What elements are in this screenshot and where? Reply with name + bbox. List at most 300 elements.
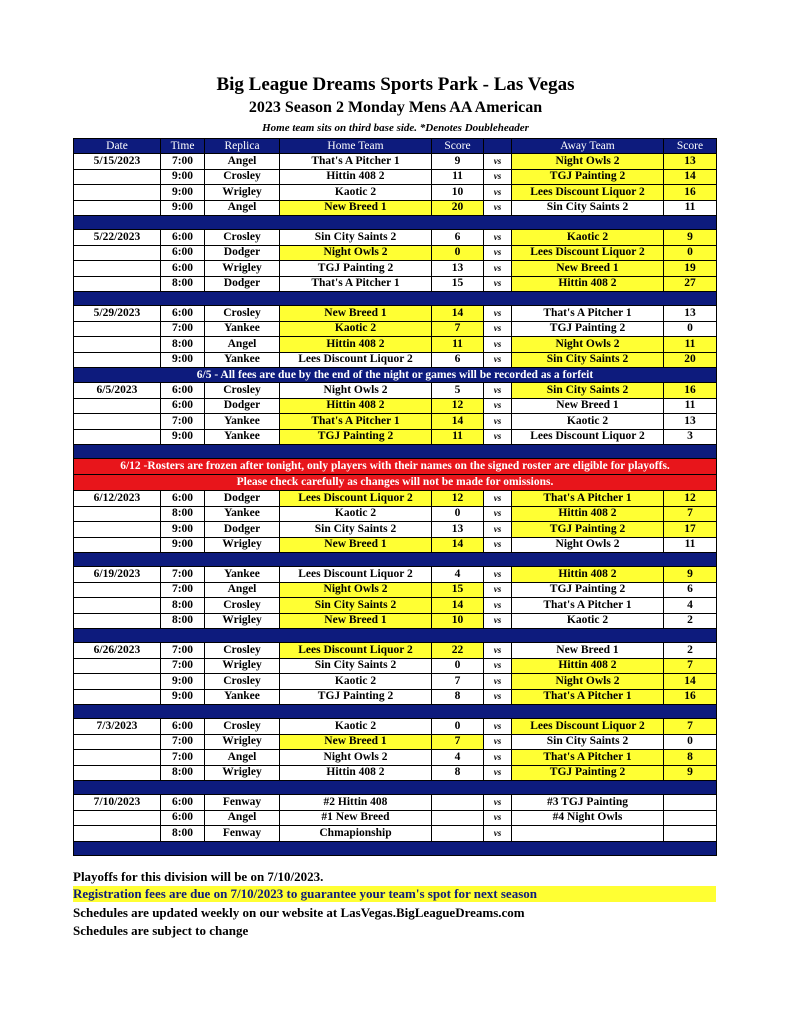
away-team: Hittin 408 2 — [512, 658, 664, 674]
game-time: 8:00 — [161, 598, 205, 614]
game-time: 7:00 — [161, 582, 205, 598]
game-field: Wrigley — [205, 613, 280, 629]
col-header-away-score: Score — [664, 139, 717, 154]
away-team: Night Owls 2 — [512, 537, 664, 553]
game-date — [74, 810, 161, 826]
game-field: Angel — [205, 154, 280, 170]
home-score: 11 — [432, 429, 484, 445]
game-date — [74, 674, 161, 690]
home-score: 22 — [432, 643, 484, 659]
home-team: That's A Pitcher 1 — [280, 414, 432, 430]
game-time: 6:00 — [161, 261, 205, 277]
away-score: 0 — [664, 245, 717, 261]
game-time: 9:00 — [161, 352, 205, 368]
away-score: 8 — [664, 750, 717, 766]
vs-label: vs — [484, 734, 512, 750]
vs-label: vs — [484, 185, 512, 201]
game-date: 5/15/2023 — [74, 154, 161, 170]
game-date — [74, 613, 161, 629]
game-date — [74, 537, 161, 553]
away-team: Kaotic 2 — [512, 613, 664, 629]
col-header-home-team: Home Team — [280, 139, 432, 154]
vs-label: vs — [484, 643, 512, 659]
game-field: Wrigley — [205, 537, 280, 553]
away-team: Night Owls 2 — [512, 674, 664, 690]
table-row — [74, 750, 717, 766]
col-header-home-score: Score — [432, 139, 484, 154]
game-date: 5/29/2023 — [74, 306, 161, 322]
game-field: Yankee — [205, 352, 280, 368]
away-score: 14 — [664, 169, 717, 185]
table-row — [74, 383, 717, 399]
game-field: Crosley — [205, 169, 280, 185]
table-header-row — [74, 139, 717, 154]
vs-label: vs — [484, 674, 512, 690]
away-team: New Breed 1 — [512, 643, 664, 659]
game-time: 6:00 — [161, 230, 205, 246]
week-separator — [74, 841, 717, 855]
fees-notice: 6/5 - All fees are due by the end of the night or games will be recorded as a forfeit — [74, 368, 717, 383]
vs-label: vs — [484, 567, 512, 583]
vs-label: vs — [484, 537, 512, 553]
separator-bar — [74, 445, 717, 459]
game-field: Yankee — [205, 689, 280, 705]
vs-label: vs — [484, 689, 512, 705]
page-title: Big League Dreams Sports Park - Las Vegas — [216, 74, 575, 95]
home-score: 11 — [432, 169, 484, 185]
home-score: 7 — [432, 321, 484, 337]
vs-label: vs — [484, 613, 512, 629]
col-header-away-team: Away Team — [512, 139, 664, 154]
table-row — [74, 506, 717, 522]
away-score: 16 — [664, 689, 717, 705]
home-team: #1 New Breed — [280, 810, 432, 826]
table-row — [74, 719, 717, 735]
vs-label: vs — [484, 491, 512, 507]
home-score: 14 — [432, 414, 484, 430]
away-score: 0 — [664, 734, 717, 750]
game-date — [74, 734, 161, 750]
home-team: Hittin 408 2 — [280, 337, 432, 353]
separator-bar — [74, 781, 717, 795]
vs-label: vs — [484, 306, 512, 322]
home-score: 14 — [432, 306, 484, 322]
vs-label: vs — [484, 337, 512, 353]
home-score: 10 — [432, 185, 484, 201]
game-date — [74, 337, 161, 353]
table-row — [74, 795, 717, 811]
away-team — [512, 826, 664, 842]
game-date — [74, 506, 161, 522]
away-score: 11 — [664, 337, 717, 353]
away-team: Hittin 408 2 — [512, 506, 664, 522]
home-score: 6 — [432, 352, 484, 368]
vs-label: vs — [484, 522, 512, 538]
game-date: 6/12/2023 — [74, 491, 161, 507]
home-score: 0 — [432, 658, 484, 674]
table-row — [74, 643, 717, 659]
game-field: Yankee — [205, 414, 280, 430]
home-score: 14 — [432, 598, 484, 614]
table-row — [74, 826, 717, 842]
away-team: TGJ Painting 2 — [512, 522, 664, 538]
week-separator — [74, 445, 717, 459]
game-date: 6/19/2023 — [74, 567, 161, 583]
home-team: Night Owls 2 — [280, 750, 432, 766]
game-time: 8:00 — [161, 765, 205, 781]
col-header-vs — [484, 139, 512, 154]
game-date — [74, 398, 161, 414]
away-score: 14 — [664, 674, 717, 690]
table-row — [74, 491, 717, 507]
game-date — [74, 321, 161, 337]
away-score: 13 — [664, 154, 717, 170]
home-team: Lees Discount Liquor 2 — [280, 643, 432, 659]
game-date — [74, 582, 161, 598]
vs-label: vs — [484, 352, 512, 368]
away-score: 9 — [664, 567, 717, 583]
home-team: Night Owls 2 — [280, 245, 432, 261]
away-score: 7 — [664, 719, 717, 735]
game-time: 7:00 — [161, 750, 205, 766]
home-team: #2 Hittin 408 — [280, 795, 432, 811]
away-score: 11 — [664, 537, 717, 553]
away-team: TGJ Painting 2 — [512, 765, 664, 781]
roster-notice-row — [74, 475, 717, 491]
vs-label: vs — [484, 200, 512, 216]
away-team: New Breed 1 — [512, 261, 664, 277]
away-score: 16 — [664, 383, 717, 399]
game-field: Dodger — [205, 522, 280, 538]
vs-label: vs — [484, 506, 512, 522]
vs-label: vs — [484, 582, 512, 598]
table-row — [74, 810, 717, 826]
table-row — [74, 765, 717, 781]
game-date — [74, 429, 161, 445]
home-team: Sin City Saints 2 — [280, 230, 432, 246]
home-team: New Breed 1 — [280, 734, 432, 750]
vs-label: vs — [484, 261, 512, 277]
away-score: 27 — [664, 276, 717, 292]
league-subtitle: 2023 Season 2 Monday Mens AA American — [248, 99, 543, 116]
home-score: 4 — [432, 750, 484, 766]
away-team: That's A Pitcher 1 — [512, 598, 664, 614]
game-time: 9:00 — [161, 169, 205, 185]
game-time: 9:00 — [161, 185, 205, 201]
away-score: 9 — [664, 765, 717, 781]
game-time: 7:00 — [161, 734, 205, 750]
vs-label: vs — [484, 795, 512, 811]
away-team: That's A Pitcher 1 — [512, 750, 664, 766]
away-team: Sin City Saints 2 — [512, 352, 664, 368]
vs-label: vs — [484, 429, 512, 445]
home-score: 9 — [432, 154, 484, 170]
separator-bar — [74, 292, 717, 306]
game-date: 7/3/2023 — [74, 719, 161, 735]
game-field: Yankee — [205, 567, 280, 583]
home-team: That's A Pitcher 1 — [280, 276, 432, 292]
game-time: 6:00 — [161, 383, 205, 399]
home-score: 7 — [432, 734, 484, 750]
home-team: Lees Discount Liquor 2 — [280, 567, 432, 583]
table-row — [74, 200, 717, 216]
away-score: 12 — [664, 491, 717, 507]
game-time: 7:00 — [161, 321, 205, 337]
playoffs-note: Playoffs for this division will be on 7/10/2023. — [73, 869, 324, 884]
home-score: 12 — [432, 491, 484, 507]
game-date — [74, 169, 161, 185]
home-team: That's A Pitcher 1 — [280, 154, 432, 170]
game-date — [74, 750, 161, 766]
table-row — [74, 598, 717, 614]
game-field: Wrigley — [205, 658, 280, 674]
home-score: 13 — [432, 522, 484, 538]
home-score: 5 — [432, 383, 484, 399]
home-team: Night Owls 2 — [280, 582, 432, 598]
roster-notice-line: 6/12 -Rosters are frozen after tonight, only players with their names on the signed roster are eligible for playoffs. — [74, 459, 717, 475]
game-field: Yankee — [205, 321, 280, 337]
away-team: Lees Discount Liquor 2 — [512, 719, 664, 735]
away-team: #3 TGJ Painting — [512, 795, 664, 811]
col-header-replica: Replica — [205, 139, 280, 154]
table-row — [74, 337, 717, 353]
vs-label: vs — [484, 765, 512, 781]
table-row — [74, 522, 717, 538]
game-date — [74, 598, 161, 614]
fees-notice-row — [74, 368, 717, 383]
game-time: 8:00 — [161, 506, 205, 522]
home-team: Hittin 408 2 — [280, 765, 432, 781]
home-score: 14 — [432, 537, 484, 553]
table-row — [74, 185, 717, 201]
away-score: 6 — [664, 582, 717, 598]
game-time: 6:00 — [161, 795, 205, 811]
game-field: Dodger — [205, 491, 280, 507]
game-date — [74, 261, 161, 277]
away-score: 13 — [664, 306, 717, 322]
away-score: 2 — [664, 613, 717, 629]
table-row — [74, 169, 717, 185]
home-team: Lees Discount Liquor 2 — [280, 491, 432, 507]
vs-label: vs — [484, 414, 512, 430]
table-row — [74, 658, 717, 674]
schedule-body — [74, 154, 717, 856]
home-score: 7 — [432, 674, 484, 690]
table-row — [74, 429, 717, 445]
away-team: Lees Discount Liquor 2 — [512, 245, 664, 261]
vs-label: vs — [484, 245, 512, 261]
home-team: Kaotic 2 — [280, 185, 432, 201]
week-separator — [74, 781, 717, 795]
game-date: 6/26/2023 — [74, 643, 161, 659]
game-time: 6:00 — [161, 245, 205, 261]
home-team: Night Owls 2 — [280, 383, 432, 399]
away-score — [664, 826, 717, 842]
game-time: 6:00 — [161, 719, 205, 735]
game-field: Dodger — [205, 398, 280, 414]
roster-notice-row — [74, 459, 717, 475]
home-team: Kaotic 2 — [280, 506, 432, 522]
home-score: 12 — [432, 398, 484, 414]
home-score — [432, 795, 484, 811]
game-time: 8:00 — [161, 276, 205, 292]
game-time: 6:00 — [161, 398, 205, 414]
separator-bar — [74, 705, 717, 719]
game-date — [74, 185, 161, 201]
game-time: 9:00 — [161, 537, 205, 553]
vs-label: vs — [484, 658, 512, 674]
home-team: Kaotic 2 — [280, 674, 432, 690]
week-separator — [74, 553, 717, 567]
vs-label: vs — [484, 383, 512, 399]
home-score: 20 — [432, 200, 484, 216]
home-team: Chmapionship — [280, 826, 432, 842]
vs-label: vs — [484, 598, 512, 614]
away-team: TGJ Painting 2 — [512, 169, 664, 185]
away-score: 20 — [664, 352, 717, 368]
away-team: That's A Pitcher 1 — [512, 306, 664, 322]
game-field: Crosley — [205, 598, 280, 614]
game-date — [74, 200, 161, 216]
table-row — [74, 230, 717, 246]
table-row — [74, 674, 717, 690]
home-score — [432, 826, 484, 842]
game-date — [74, 352, 161, 368]
game-field: Fenway — [205, 795, 280, 811]
table-row — [74, 582, 717, 598]
away-team: Lees Discount Liquor 2 — [512, 185, 664, 201]
game-time: 6:00 — [161, 491, 205, 507]
home-team: New Breed 1 — [280, 537, 432, 553]
vs-label: vs — [484, 750, 512, 766]
home-team: Kaotic 2 — [280, 719, 432, 735]
game-field: Crosley — [205, 306, 280, 322]
game-time: 9:00 — [161, 429, 205, 445]
table-row — [74, 734, 717, 750]
game-time: 7:00 — [161, 414, 205, 430]
away-team: Hittin 408 2 — [512, 567, 664, 583]
away-score: 0 — [664, 321, 717, 337]
game-field: Wrigley — [205, 261, 280, 277]
away-score: 9 — [664, 230, 717, 246]
away-team: TGJ Painting 2 — [512, 321, 664, 337]
vs-label: vs — [484, 826, 512, 842]
away-team: #4 Night Owls — [512, 810, 664, 826]
game-field: Crosley — [205, 674, 280, 690]
away-team: TGJ Painting 2 — [512, 582, 664, 598]
table-row — [74, 154, 717, 170]
game-date: 6/5/2023 — [74, 383, 161, 399]
home-team: Kaotic 2 — [280, 321, 432, 337]
home-score: 0 — [432, 719, 484, 735]
game-field: Dodger — [205, 276, 280, 292]
col-header-date: Date — [74, 139, 161, 154]
home-score: 6 — [432, 230, 484, 246]
col-header-time: Time — [161, 139, 205, 154]
away-team: Kaotic 2 — [512, 230, 664, 246]
away-score: 16 — [664, 185, 717, 201]
away-team: That's A Pitcher 1 — [512, 689, 664, 705]
game-field: Crosley — [205, 230, 280, 246]
game-field: Wrigley — [205, 185, 280, 201]
roster-notice-line: Please check carefully as changes will not be made for omissions. — [74, 475, 717, 491]
game-time: 9:00 — [161, 689, 205, 705]
home-team: Hittin 408 2 — [280, 398, 432, 414]
table-row — [74, 352, 717, 368]
home-score: 13 — [432, 261, 484, 277]
game-time: 7:00 — [161, 154, 205, 170]
away-score: 17 — [664, 522, 717, 538]
home-team: Sin City Saints 2 — [280, 598, 432, 614]
home-team: TGJ Painting 2 — [280, 429, 432, 445]
game-date — [74, 689, 161, 705]
schedule-table — [73, 138, 717, 856]
game-field: Angel — [205, 337, 280, 353]
game-date — [74, 765, 161, 781]
week-separator — [74, 292, 717, 306]
game-time: 6:00 — [161, 810, 205, 826]
vs-label: vs — [484, 810, 512, 826]
home-score: 0 — [432, 245, 484, 261]
registration-note: Registration fees are due on 7/10/2023 to guarantee your team's spot for next season — [73, 886, 716, 902]
home-score: 0 — [432, 506, 484, 522]
website-note: Schedules are updated weekly on our website at LasVegas.BigLeagueDreams.com — [73, 905, 525, 920]
table-row — [74, 537, 717, 553]
game-field: Fenway — [205, 826, 280, 842]
away-score: 19 — [664, 261, 717, 277]
game-field: Crosley — [205, 383, 280, 399]
table-row — [74, 414, 717, 430]
home-team-note: Home team sits on third base side. *Denotes Doubleheader — [262, 122, 529, 134]
separator-bar — [74, 629, 717, 643]
home-score — [432, 810, 484, 826]
game-time: 9:00 — [161, 200, 205, 216]
table-row — [74, 567, 717, 583]
table-row — [74, 261, 717, 277]
table-row — [74, 245, 717, 261]
away-score: 13 — [664, 414, 717, 430]
away-team: That's A Pitcher 1 — [512, 491, 664, 507]
game-time: 8:00 — [161, 826, 205, 842]
away-team: Sin City Saints 2 — [512, 383, 664, 399]
separator-bar — [74, 216, 717, 230]
separator-bar — [74, 553, 717, 567]
away-score — [664, 795, 717, 811]
home-team: Sin City Saints 2 — [280, 658, 432, 674]
table-row — [74, 689, 717, 705]
game-time: 9:00 — [161, 674, 205, 690]
game-field: Dodger — [205, 245, 280, 261]
vs-label: vs — [484, 169, 512, 185]
home-team: New Breed 1 — [280, 613, 432, 629]
away-team: Night Owls 2 — [512, 154, 664, 170]
home-team: New Breed 1 — [280, 200, 432, 216]
away-team: Sin City Saints 2 — [512, 200, 664, 216]
home-score: 8 — [432, 765, 484, 781]
away-score — [664, 810, 717, 826]
week-separator — [74, 216, 717, 230]
away-score: 7 — [664, 506, 717, 522]
vs-label: vs — [484, 276, 512, 292]
game-date: 7/10/2023 — [74, 795, 161, 811]
away-team: Lees Discount Liquor 2 — [512, 429, 664, 445]
vs-label: vs — [484, 321, 512, 337]
game-date — [74, 245, 161, 261]
away-team: Kaotic 2 — [512, 414, 664, 430]
game-time: 8:00 — [161, 337, 205, 353]
game-date — [74, 658, 161, 674]
table-row — [74, 276, 717, 292]
